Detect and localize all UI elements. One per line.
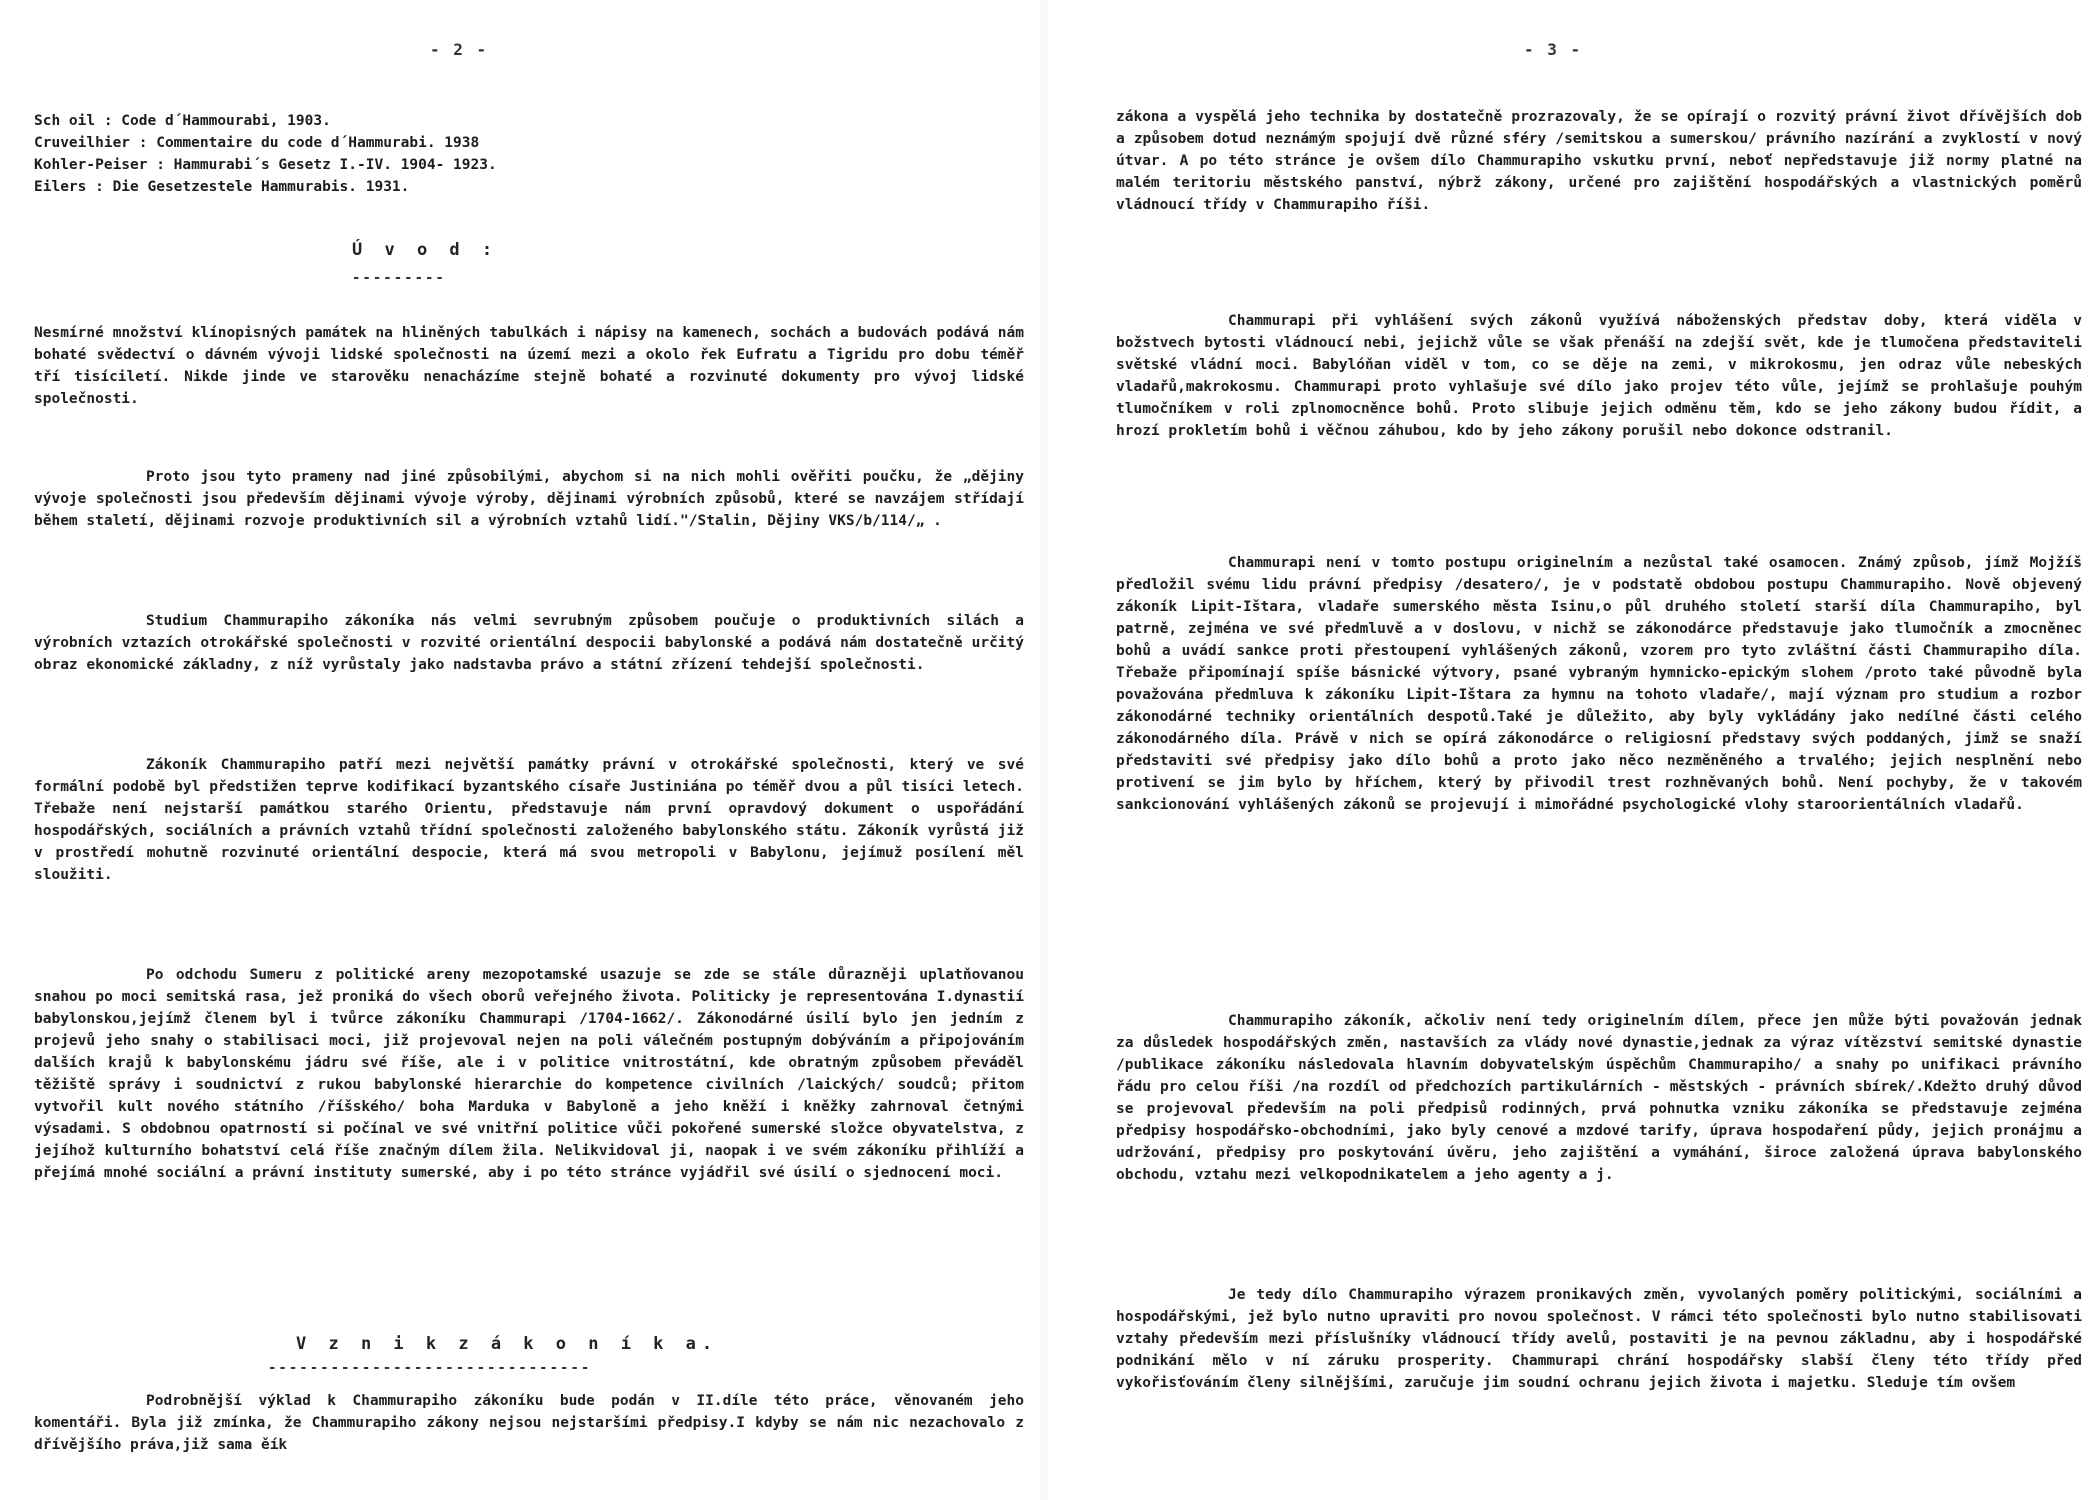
paragraph: [1116, 310, 2082, 442]
paragraph: [34, 1390, 1024, 1456]
paragraph-text: Po odchodu Sumeru z politické areny mezopotamské usazuje se zde se stále důrazněji uplatňovanou snahou po moci semitská rasa, jež proniká do všech oborů veřejného života. Politicky je representována I.dynastií babylonskou,jejímž členem byl i tvůrce zákoníku Chammurapi /1704-1662/. Zákonodárné úsilí bylo jen jedním z projevů jeho snahy o stabilisaci moci, již projevoval nejen na poli válečném postupným dobýváním a připojováním dalších krajů k babylonskému jádru své říše, ale i v politice vnitrostátní, kde obratným způsobem převáděl těžiště správy i soudnictví z rukou babylonské hierarchie do kompetence civilních /laických/ soudců; přitom vytvořil kult nového státního /říšského/ boha Marduka v Babyloně a jeho kněží i kněžky zahrnoval četnými výsadami. S obdobnou opatrností si počínal ve své vnitřní politice vůči pokořené sumerské složce obyvatelstva, z jejíhož kulturního bohatství celá říše značným dílem žila. Nelikvidoval ji, naopak i ve svém zákoníku přihlíží a přejímá mnohé sociální a právní instituty sumerské, aby i po této stránce vyjádřil své úsilí o sjednocení moci.: [34, 967, 1024, 1181]
section-heading-vznik: V z n i k z á k o n í k a.: [296, 1334, 719, 1354]
paragraph-text: Chammurapi není v tomto postupu originelním a nezůstal také osamocen. Známý způsob, jímž Mojžíš předložil svému lidu právní předpisy /desatero/, je v podstatě obdobou postupu Chammurapiho. Nově objevený zákoník Lipit-Ištara, vladaře sumerského města Isinu,o půl druhého století starší díla Chammurapiho, byl patrně, zejména ve své předmluvě a v doslovu, v nichž se zákonodárce představuje jako tlumočník a zmocněnec bohů a uvádí sankce proti přestoupení vyhlášených zákonů, vzorem pro tyto zvláštní části Chammurapiho díla. Třebaže připomínají spíše básnické výtvory, psané vybraným hymnicko-epickým slohem /proto také původně byla považována předmluva k zákoníku Lipit-Ištara za hymnu na tohoto vladaře/, mají význam pro studium a rozbor zákonodárné techniky orientálních despotů.Také je důležito, aby byly vykládány jako nedílné části celého zákonodárného díla. Právě v nich se opírá zákonodárce o religiosní představy svých poddaných, jimž se snaží představiti své předpisy jako dílo bohů a proto jako něco nezměněného a trvalého; jejich nesplnění nebo protivení se jim bylo by hříchem, který by přivodil trest rozhněvaných bohů. Není pochyby, že v takovém sankcionování vyhlášených zákonů se projevují i mimořádné psychologické vlohy staroorientálních vladařů.: [1116, 555, 2082, 813]
heading-underline: ---------: [352, 270, 446, 286]
paragraph-text: Je tedy dílo Chammurapiho výrazem pronikavých změn, vyvolaných poměry politickými, sociálními a hospodářskými, jež bylo nutno upraviti pro novou společnost. V rámci této společnosti bylo nutno stabilisovati vztahy především mezi příslušníky vládnoucí třídy avelů, postaviti je na pevnou základnu, aby i hospodářské podnikání mělo v ní záruku prosperity. Chammurapi chrání hospodářsky slabší členy této třídy před vykořisťováním členy silnějšími, zaručuje jim soudní ochranu jejich života i majetku. Sleduje tím ovšem: [1116, 1287, 2082, 1391]
paragraph: [34, 610, 1024, 676]
paragraph: [1116, 552, 2082, 816]
section-heading-uvod: Ú v o d :: [352, 240, 499, 260]
heading-underline: -------------------------------: [268, 1360, 592, 1376]
paragraph-text: Studium Chammurapiho zákoníka nás velmi sevrubným způsobem poučuje o produktivních silách a výrobních vztazích otrokářské společnosti v rozvité orientální despocii babylonské a podává nám dostatečně určitý obraz ekonomické základny, z níž vyrůstaly jako nadstavba právo a státní zřízení tehdejší společnosti.: [34, 613, 1024, 673]
paragraph-text: Chammurapi při vyhlášení svých zákonů využívá náboženských představ doby, která viděla v božstvech bytosti vládnoucí nebi, jejichž vůle se však přenáší na zdejší svět, kde je tlumočena představiteli světské vládní moci. Babylóňan viděl v tom, co se děje na zemi, v mikrokosmu, jen odraz vůle nebeských vladařů,makrokosmu. Chammurapi proto vyhlašuje své dílo jako projev této vůle, jejímž se prohlašuje pouhým tlumočníkem v roli zplnomocněnce bohů. Proto slibuje jejich odměnu těm, kdo se jeho zákony budou řídit, a hrozí prokletím bohů i věčnou záhubou, kdo by jeho zákony porušil nebo dokonce odstranil.: [1116, 313, 2082, 439]
reference-line: Eilers : Die Gesetzestele Hammurabis. 1931.: [34, 179, 410, 195]
paragraph: [34, 466, 1024, 532]
paragraph: [1116, 1010, 2082, 1186]
right-page: [1044, 0, 2088, 1500]
paragraph: [1116, 106, 2082, 216]
paragraph-text: Zákoník Chammurapiho patří mezi největší památky právní v otrokářské společnosti, který ve své formální podobě byl předstižen teprve kodifikací byzantského císaře Justiniána po téměř dvou a půl tisíci letech. Třebaže není nejstarší památkou starého Orientu, představuje nám první opravdový dokument o uspořádání hospodářských, sociálních a právních vztahů třídní společnosti založeného babylonského státu. Zákoník vyrůstá již v prostředí mohutně rozvinuté orientální despocie, která má svou metropoli v Babylonu, jejímuž posílení měl sloužiti.: [34, 757, 1024, 883]
page-number: - 2 -: [430, 40, 489, 59]
paragraph-text: Podrobnější výklad k Chammurapiho zákoníku bude podán v II.díle této práce, věnovaném jeho komentáři. Byla již zmínka, že Chammurapiho zákony nejsou nejstaršími předpisy.I kdyby se nám nic nezachovalo z dřívějšího práva,již sama ěík: [34, 1393, 1024, 1453]
paragraph: [34, 322, 1024, 410]
paragraph-text: zákona a vyspělá jeho technika by dostatečně prozrazovaly, že se opírají o rozvitý právní život dřívějších dob a způsobem dotud neznámým spojují dvě různé sféry /semitskou a sumerskou/ právního nazírání a zvyklostí v nový útvar. A po této stránce je ovšem dílo Chammurapiho vskutku první, neboť nepředstavuje již normy platné na malém teritoriu městského panství, nýbrž zákony, určené pro zajištění hospodářských a vlastnických poměrů vládnoucí třídy v Chammurapiho říši.: [1116, 109, 2082, 213]
paragraph-text: Proto jsou tyto prameny nad jiné způsobilými, abychom si na nich mohli ověřiti poučku, že „dějiny vývoje společnosti jsou především dějinami vývoje výroby, dějinami výrobních způsobů, které se navzájem střídají během staletí, dějinami rozvoje produktivních sil a výrobních vztahů lidí."/Stalin, Dějiny VKS/b/114/„ .: [34, 469, 1024, 529]
reference-line: Kohler-Peiser : Hammurabi´s Gesetz I.-IV. 1904- 1923.: [34, 157, 497, 173]
references: [34, 110, 497, 198]
reference-line: Cruveilhier : Commentaire du code d´Hammurabi. 1938: [34, 135, 480, 151]
paragraph-text: Nesmírné množství klínopisných památek na hliněných tabulkách i nápisy na kamenech, sochách a budovách podává nám bohaté svědectví o dávném vývoji lidské společnosti na území mezi a okolo řek Eufratu a Tigridu pro dobu téměř tří tisíciletí. Nikde jinde ve starověku nenacházíme stejně bohaté a rozvinuté dokumenty pro vývoj lidské společnosti.: [34, 325, 1024, 407]
paragraph: [34, 964, 1024, 1184]
paragraph: [1116, 1284, 2082, 1394]
page-number: - 3 -: [1524, 40, 1583, 59]
reference-line: Sch oil : Code d´Hammourabi, 1903.: [34, 113, 331, 129]
paragraph-text: Chammurapiho zákoník, ačkoliv není tedy originelním dílem, přece jen může býti považován jednak za důsledek hospodářských změn, nastavších za vlády nové dynastie,jednak za výraz vítězství semitské dynastie /publikace zákoníku následovala hlavním dobyvatelským úspěchům Chammurapiho/ a snahy po unifikaci právního řádu pro celou říši /na rozdíl od předchozích partikulárních - městských - právních sbírek/.Kdežto druhý důvod se projevoval především na poli předpisů rodinných, prvá pohnutka vzniku zákoníka se představuje zejména předpisy hospodářsko-obchodními, jako byly cenové a mzdové tarify, úprava hospodaření půdy, jejich pronájmu a udržování, předpisy pro poskytování úvěru, jeho zajištění a vymáhání, široce založená úprava babylonského obchodu, vztahu mezi velkopodnikatelem a jeho agenty a j.: [1116, 1013, 2082, 1183]
paragraph: [34, 754, 1024, 886]
